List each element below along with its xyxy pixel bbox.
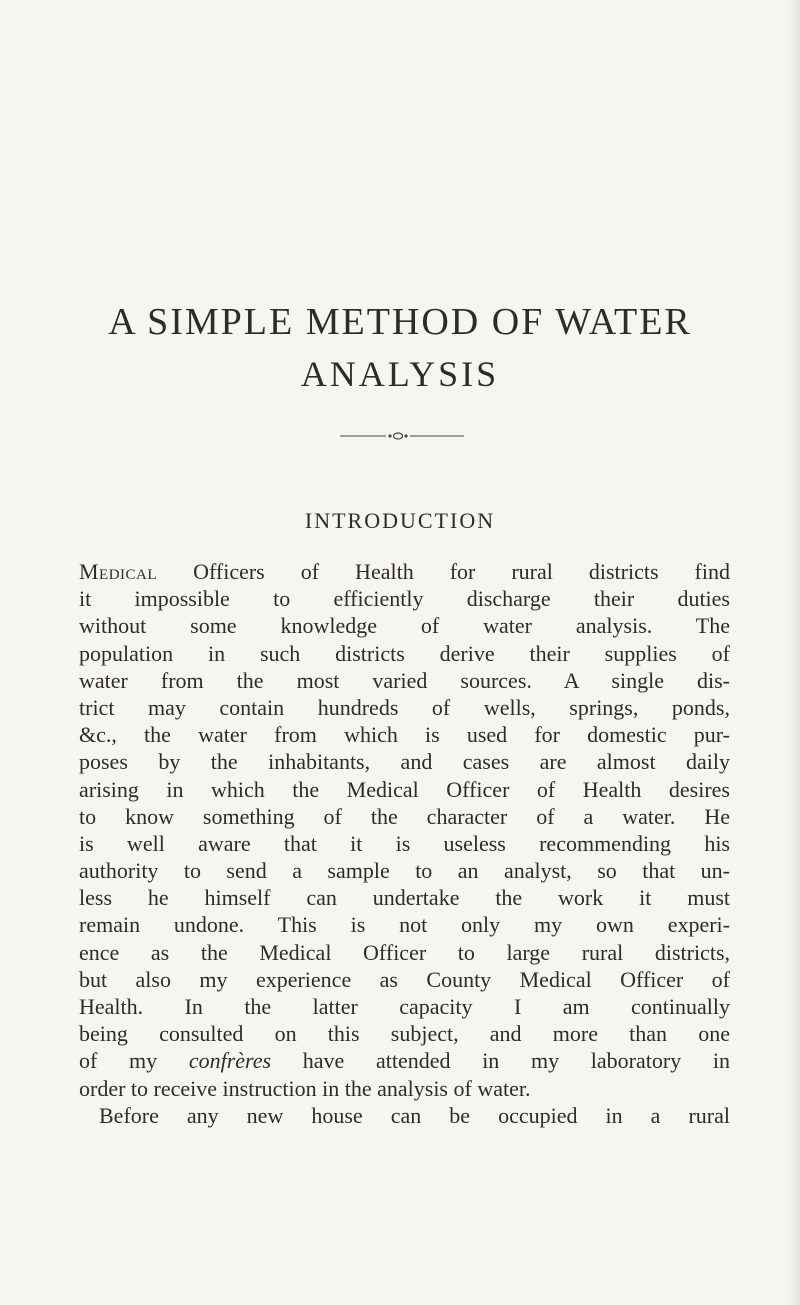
text-line: Health. In the latter capacity I am continually (79, 994, 730, 1019)
section-heading: INTRODUCTION (304, 508, 496, 533)
text-line: &c., the water from which is used for domestic pur- (79, 722, 730, 748)
text-line: poses by the inhabitants, and cases are almost daily (79, 749, 730, 775)
text-line: of my confrères have attended in my laboratory in (79, 1048, 730, 1074)
italic-word: confrères (188, 1048, 272, 1074)
text-line: population in such districts derive their supplies of (79, 640, 730, 666)
text-line: water from the most varied sources. A single dis- (79, 667, 730, 693)
text-line: Before any new house can be occupied in a rural (99, 1102, 730, 1128)
text-line: authority to send a sample to an analyst, so that un- (79, 858, 730, 884)
text-line: is well aware that it is useless recommending his (79, 830, 730, 856)
text-line: Medical Officers of Health for rural districts find (79, 559, 730, 584)
text-line: being consulted on this subject, and more than one (79, 1021, 730, 1047)
text-line: to know something of the character of a water. He (79, 803, 730, 829)
body-paragraph (79, 558, 730, 1129)
text-line: trict may contain hundreds of wells, springs, ponds, (79, 694, 730, 720)
document-title-line-2: ANALYSIS (300, 354, 500, 394)
text-line: less he himself can undertake the work it must (79, 885, 730, 911)
text-line: but also my experience as County Medical Officer of (79, 966, 730, 992)
text-line: ence as the Medical Officer to large rural districts, (79, 939, 730, 965)
text-line: order to receive instruction in the analysis of water. (79, 1075, 531, 1101)
text-line: without some knowledge of water analysis. The (79, 613, 730, 639)
text-line: remain undone. This is not only my own experi- (79, 912, 730, 938)
page-edge (786, 0, 800, 1305)
text-line: arising in which the Medical Officer of Health desires (79, 776, 730, 802)
first-word: Medical (79, 559, 158, 584)
ornament-divider (340, 431, 464, 441)
text-line: it impossible to efficiently discharge their duties (79, 586, 730, 612)
document-title-line-1: A SIMPLE METHOD OF WATER (108, 301, 692, 343)
